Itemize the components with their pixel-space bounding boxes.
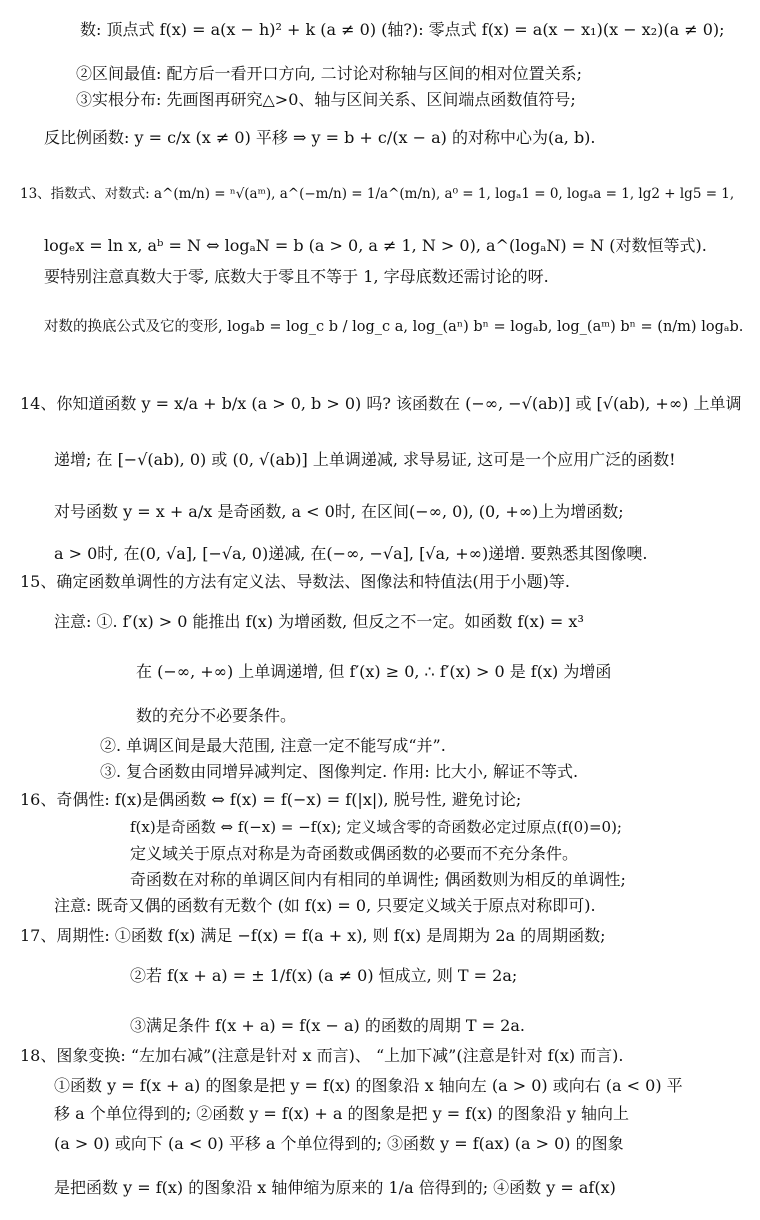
line-period-3: ③满足条件 f(x + a) = f(x − a) 的函数的周期 T = 2a. (130, 1016, 525, 1035)
line-hook-function-positive: a > 0时, 在(0, √a], [−√a, 0)递减, 在(−∞, −√a], [√a, +∞)递增. 要熟悉其图像噢. (54, 544, 648, 563)
line-note-1-end: 数的充分不必要条件。 (136, 706, 297, 725)
line-transform-3: (a > 0) 或向下 (a < 0) 平移 a 个单位得到的; ③函数 y = f(ax) (a > 0) 的图象 (54, 1134, 624, 1153)
line-note-3: ③. 复合函数由同增异减判定、图像判定. 作用: 比大小, 解证不等式. (100, 762, 579, 781)
line-log-identity: logₑx = ln x, aᵇ = N ⇔ logₐN = b (a > 0, a ≠ 1, N > 0), a^(logₐN) = N (对数恒等式). (44, 236, 707, 255)
line-item-15: 15、确定函数单调性的方法有定义法、导数法、图像法和特值法(用于小题)等. (20, 572, 570, 591)
line-odd-function: f(x)是奇函数 ⇔ f(−x) = −f(x); 定义域含零的奇函数必定过原点(f(0)=0); (130, 818, 622, 836)
line-item-17: 17、周期性: ①函数 f(x) 满足 −f(x) = f(a + x), 则 f(x) 是周期为 2a 的周期函数; (20, 926, 606, 945)
line-monotonic-interval: 奇函数在对称的单调区间内有相同的单调性; 偶函数则为相反的单调性; (130, 870, 626, 889)
line-symmetric-domain: 定义域关于原点对称是为奇函数或偶函数的必要而不充分条件。 (130, 844, 579, 863)
line-root-distribution: ③实根分布: 先画图再研究△>0、轴与区间关系、区间端点函数值符号; (76, 90, 576, 109)
line-transform-1: ①函数 y = f(x + a) 的图象是把 y = f(x) 的图象沿 x 轴向左 (a > 0) 或向右 (a < 0) 平 (54, 1076, 683, 1095)
line-item-16: 16、奇偶性: f(x)是偶函数 ⇔ f(x) = f(−x) = f(|x|), 脱号性, 避免讨论; (20, 790, 522, 809)
line-item-18: 18、图象变换: “左加右减”(注意是针对 x 而言)、 “上加下减”(注意是针对 f(x) 而言). (20, 1046, 624, 1065)
line-inverse-function: 反比例函数: y = c/x (x ≠ 0) 平移 ⇒ y = b + c/(x − a) 的对称中心为(a, b). (44, 128, 596, 147)
line-transform-4: 是把函数 y = f(x) 的图象沿 x 轴伸缩为原来的 1/a 倍得到的; ④函数 y = af(x) (54, 1178, 616, 1197)
line-hook-function: 对号函数 y = x + a/x 是奇函数, a < 0时, 在区间(−∞, 0), (0, +∞)上为增函数; (54, 502, 624, 521)
line-odd-even-note: 注意: 既奇又偶的函数有无数个 (如 f(x) = 0, 只要定义域关于原点对称即可). (54, 896, 596, 915)
line-item-14: 14、你知道函数 y = x/a + b/x (a > 0, b > 0) 吗? 该函数在 (−∞, −√(ab)] 或 [√(ab), +∞) 上单调 (20, 394, 742, 413)
line-log-note: 要特别注意真数大于零, 底数大于零且不等于 1, 字母底数还需讨论的呀. (44, 267, 549, 286)
line-change-of-base: 对数的换底公式及它的变形, logₐb = log_c b / log_c a, log_(aⁿ) bⁿ = logₐb, log_(aᵐ) bⁿ = (n/m) logₐb. (44, 319, 744, 335)
line-vertex-form: 数: 顶点式 f(x) = a(x − h)² + k (a ≠ 0) (轴?): 零点式 f(x) = a(x − x₁)(x − x₂)(a ≠ 0); (80, 20, 725, 39)
line-note-1-cont: 在 (−∞, +∞) 上单调递增, 但 f′(x) ≥ 0, ∴ f′(x) > 0 是 f(x) 为增函 (136, 662, 612, 681)
line-note-2: ②. 单调区间是最大范围, 注意一定不能写成“并”. (100, 736, 446, 755)
line-note-1: 注意: ①. f′(x) > 0 能推出 f(x) 为增函数, 但反之不一定。如函数 f(x) = x³ (54, 612, 584, 631)
line-transform-2: 移 a 个单位得到的; ②函数 y = f(x) + a 的图象是把 y = f(x) 的图象沿 y 轴向上 (54, 1104, 629, 1123)
line-interval-max: ②区间最值: 配方后一看开口方向, 二讨论对称轴与区间的相对位置关系; (76, 64, 583, 83)
line-item-14-cont: 递增; 在 [−√(ab), 0) 或 (0, √(ab)] 上单调递减, 求导易证, 这可是一个应用广泛的函数! (54, 450, 676, 469)
line-item-13: 13、指数式、对数式: a^(m/n) = ⁿ√(aᵐ), a^(−m/n) = 1/a^(m/n), a⁰ = 1, logₐ1 = 0, logₐa = 1, lg2 + lg5 = 1, (20, 186, 735, 202)
line-period-2: ②若 f(x + a) = ± 1/f(x) (a ≠ 0) 恒成立, 则 T = 2a; (130, 966, 518, 985)
